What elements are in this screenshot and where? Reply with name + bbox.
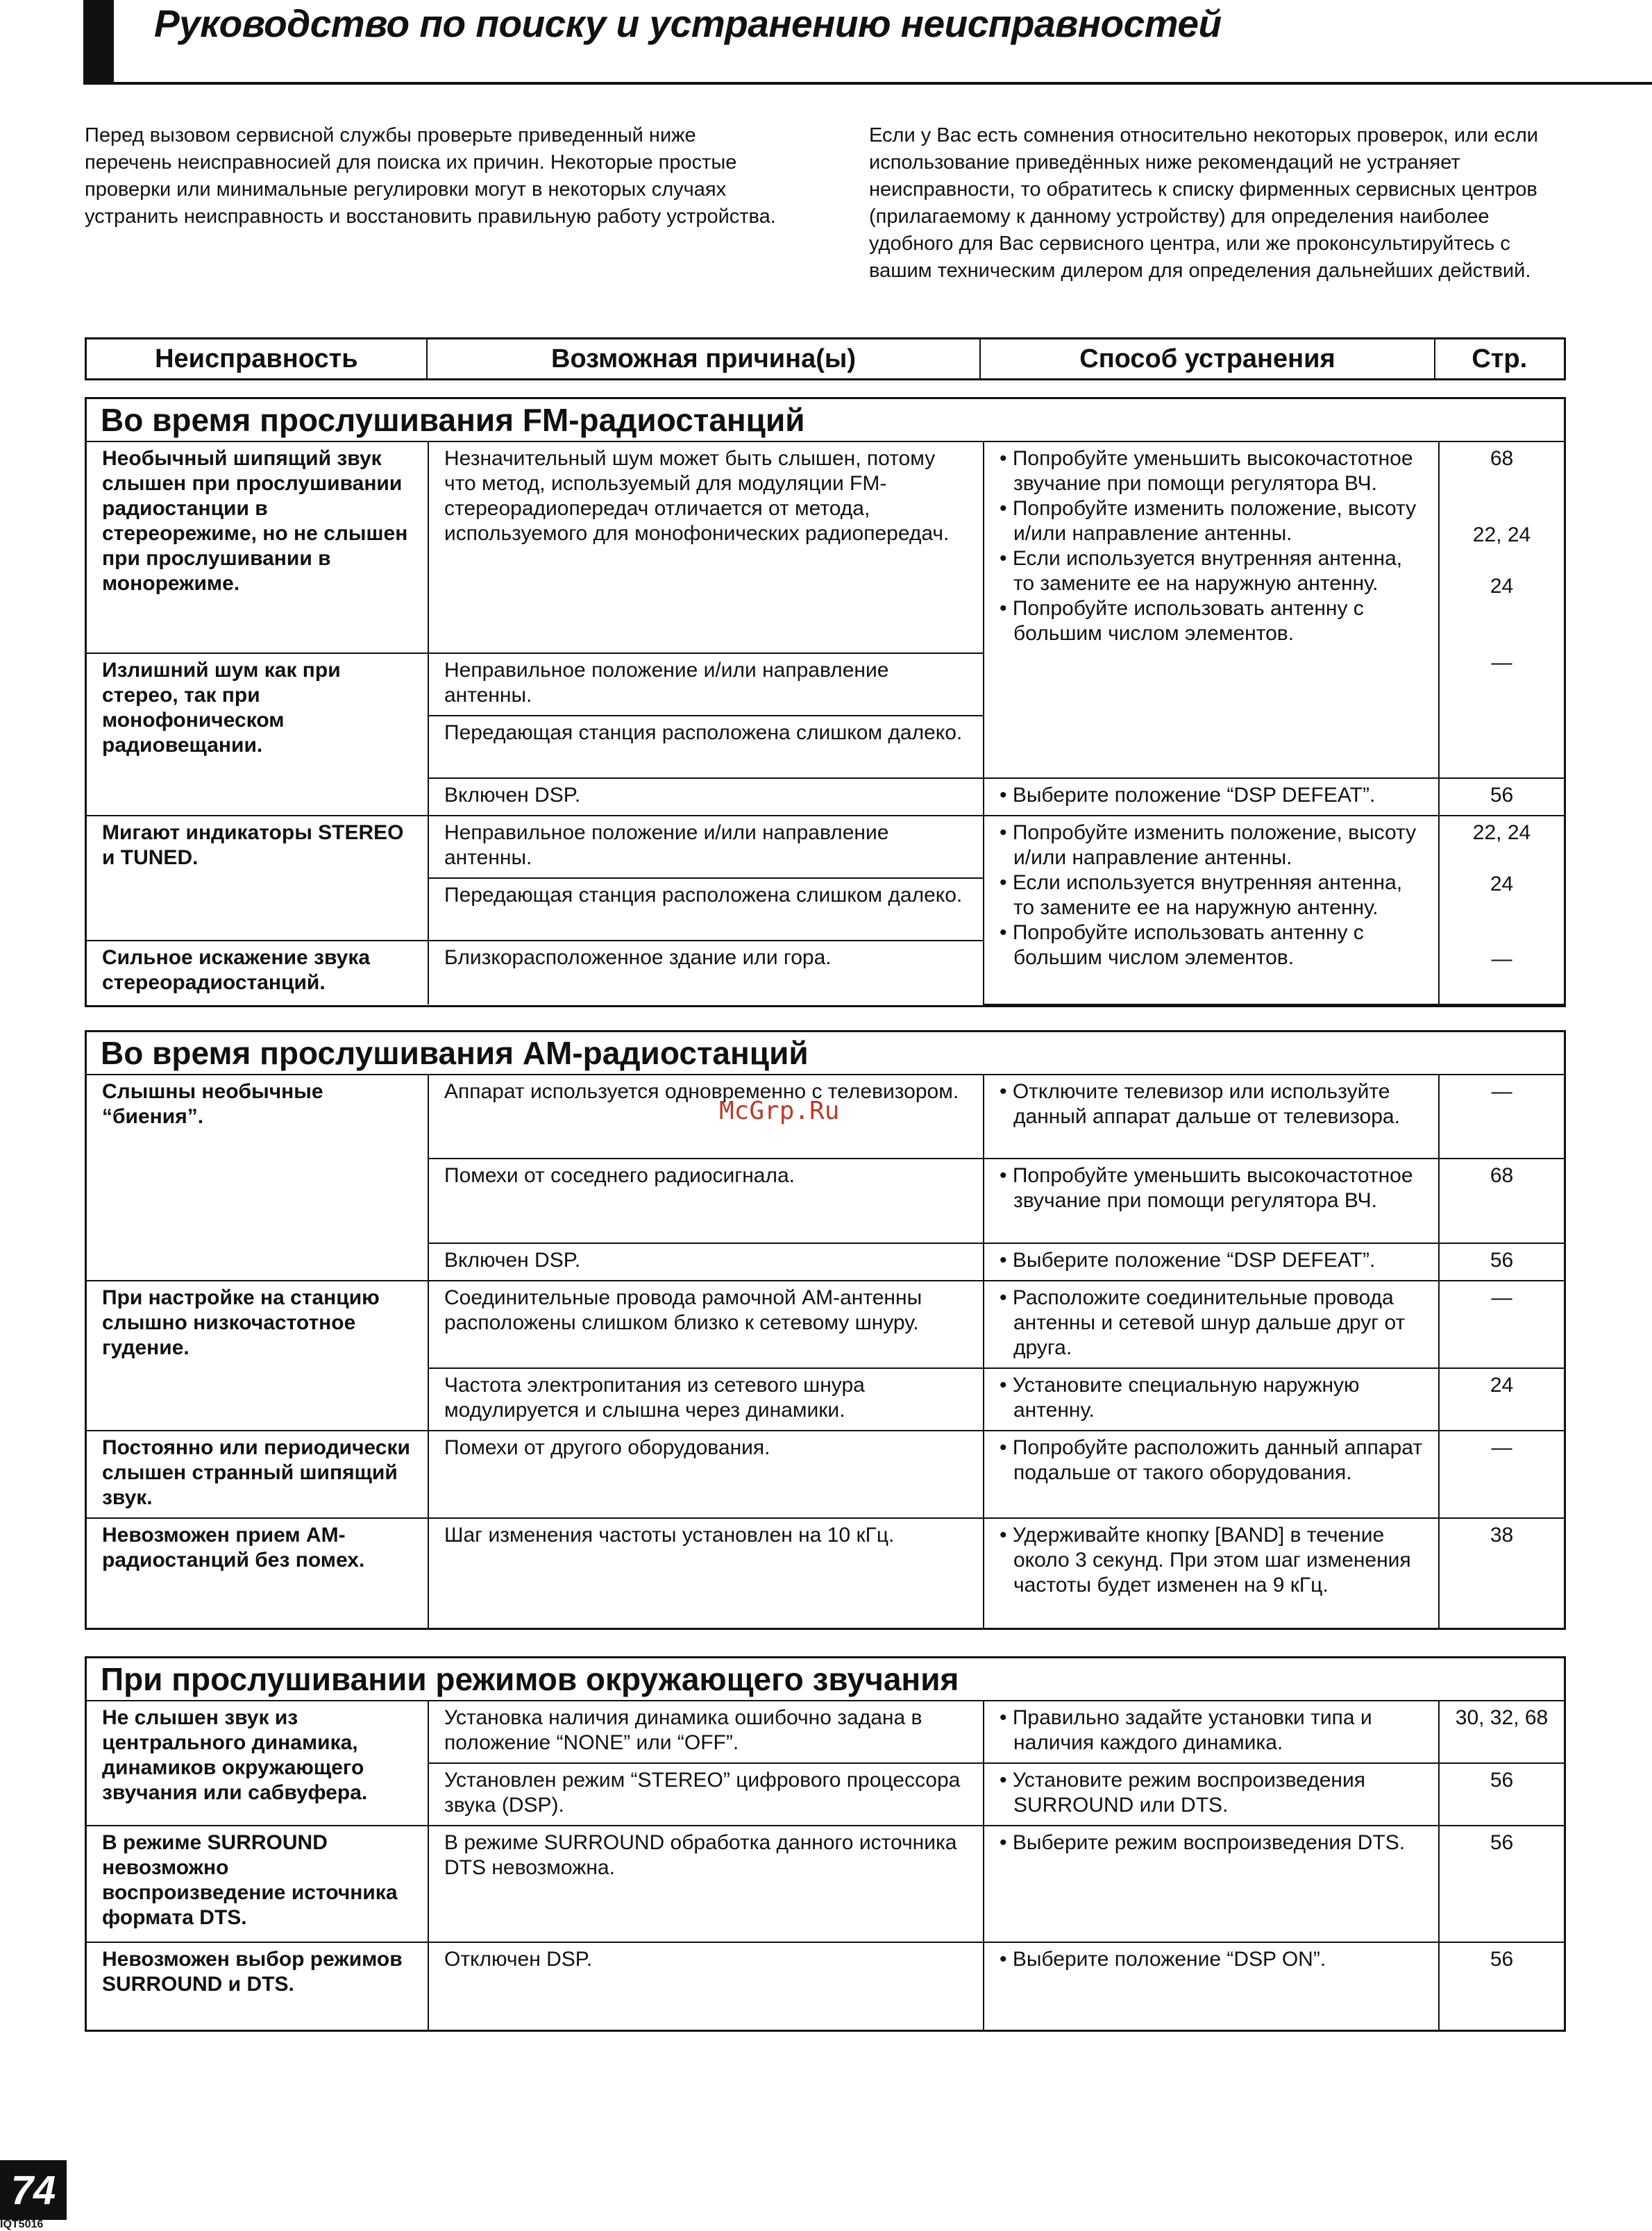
solution-item: • Выберите положение “DSP DEFEAT”. <box>1000 1249 1376 1272</box>
solution-cell <box>984 1281 1439 1368</box>
table-row <box>87 1518 1564 1628</box>
section-fm <box>85 397 1566 1007</box>
am-table <box>87 1075 1564 1628</box>
problem-cell: Не слышен звук из центрального динамика, динамиков окружающего звучания или сабвуфера. <box>87 1701 428 1826</box>
cause-cell: Соединительные провода рамочной AM-антенны расположены слишком близко к сетевому шнуру. <box>428 1281 984 1368</box>
solution-cell <box>984 1518 1439 1628</box>
solution-item: • Попробуйте расположить данный аппарат подальше от такого оборудования. <box>1000 1436 1423 1484</box>
solution-item: • Если используется внутренняя антенна, то замените ее на наружную антенну. <box>1000 871 1403 919</box>
solution-item: • Выберите режим воспроизведения DTS. <box>1000 1831 1406 1854</box>
solution-item: • Выберите положение “DSP ON”. <box>1000 1948 1326 1971</box>
table-row <box>87 816 1564 878</box>
cause-cell: Помехи от другого оборудования. <box>428 1431 984 1518</box>
table-row <box>87 1942 1564 2030</box>
page-ref: — <box>1491 948 1512 970</box>
solution-cell <box>984 1763 1439 1826</box>
problem-cell: Невозможен прием AM-радиостанций без помех. <box>87 1518 428 1628</box>
table-row <box>87 442 1564 653</box>
page-ref: 68 <box>1490 447 1514 470</box>
header-bar <box>83 0 114 85</box>
page-cell: 24 <box>1439 1368 1564 1431</box>
solution-cell <box>984 816 1439 1004</box>
solution-item: • Попробуйте использовать антенну с большим числом элементов. <box>1000 597 1364 645</box>
problem-cell: Необычный шипящий звук слышен при прослушивании радиостанции в стереорежиме, но не слышен при прослушивании в монорежиме. <box>87 442 428 653</box>
column-header <box>85 337 1566 380</box>
problem-cell: Сильное искажение звука стереорадиостанций. <box>87 941 428 1004</box>
problem-cell: Слышны необычные “биения”. <box>87 1075 428 1281</box>
col-page: Стр. <box>1472 344 1528 373</box>
solution-cell <box>984 1431 1439 1518</box>
document-code: IQT5016 <box>0 2219 44 2230</box>
section-title: Во время прослушивания FM-радиостанций <box>87 399 1564 442</box>
page-number: 74 <box>0 2160 67 2220</box>
section-title: При прослушивании режимов окружающего звучания <box>87 1658 1564 1701</box>
solution-cell <box>984 1942 1439 2030</box>
solution-item: • Попробуйте уменьшить высокочастотное звучание при помощи регулятора ВЧ. <box>1000 447 1413 495</box>
page-cell: 56 <box>1439 1243 1564 1281</box>
cause-cell: Аппарат используется одновременно с телевизором. <box>428 1075 984 1159</box>
solution-item: • Правильно задайте установки типа и наличия каждого динамика. <box>1000 1706 1372 1754</box>
page-cell <box>1439 816 1564 1004</box>
page-cell <box>1439 442 1564 778</box>
cause-cell: Неправильное положение и/или направление антенны. <box>428 653 984 716</box>
solution-item: • Попробуйте изменить положение, высоту и/или направление антенны. <box>1000 821 1417 869</box>
table-row <box>87 1281 1564 1368</box>
problem-cell: В режиме SURROUND невозможно воспроизведение источника формата DTS. <box>87 1826 428 1942</box>
page-ref: 22, 24 <box>1472 821 1531 844</box>
watermark: McGrp.Ru <box>719 1097 840 1125</box>
cause-cell: Помехи от соседнего радиосигнала. <box>428 1159 984 1243</box>
surround-table <box>87 1701 1564 2030</box>
page-cell: — <box>1439 1075 1564 1159</box>
page-title: Руководство по поиску и устранению неисправностей <box>154 2 1222 45</box>
page-cell: 56 <box>1439 1826 1564 1942</box>
solution-item: • Отключите телевизор или используйте данный аппарат дальше от телевизора. <box>1000 1080 1400 1128</box>
col-cause: Возможная причина(ы) <box>428 339 981 378</box>
problem-cell: Мигают индикаторы STEREO и TUNED. <box>87 816 428 941</box>
solution-item: • Попробуйте использовать антенну с большим числом элементов. <box>1000 921 1364 969</box>
page-ref: — <box>1491 651 1512 674</box>
cause-cell: Неправильное положение и/или направление антенны. <box>428 816 984 878</box>
solution-item: • Попробуйте уменьшить высокочастотное звучание при помощи регулятора ВЧ. <box>1000 1164 1413 1212</box>
cause-cell: Установка наличия динамика ошибочно задана в положение “NONE” или “OFF”. <box>428 1701 984 1763</box>
cause-cell: Незначительный шум может быть слышен, потому что метод, используемый для модуляции FM-стереорадиопередач отличается от метода, используемого для монофонических радиопередач. <box>428 442 984 653</box>
page-cell: 56 <box>1439 778 1564 816</box>
fm-table <box>87 442 1564 1005</box>
solution-cell <box>984 1701 1439 1763</box>
cause-cell: В режиме SURROUND обработка данного источника DTS невозможна. <box>428 1826 984 1942</box>
intro-left: Перед вызовом сервисной службы проверьте приведенный ниже перечень неисправносией для поиска их причин. Некоторые простые проверки или минимальные регулировки могут в некоторых случаях устранить неисправность и восстановить правильную работу устройства. <box>85 124 776 228</box>
cause-cell: Отключен DSP. <box>428 1942 984 2030</box>
solution-item: • Расположите соединительные провода антенны и сетевой шнур дальше друг от друга. <box>1000 1286 1406 1359</box>
solution-item: • Удерживайте кнопку [BAND] в течение около 3 секунд. При этом шаг изменения частоты будет изменен на 9 кГц. <box>1000 1524 1411 1597</box>
solution-cell <box>984 442 1439 778</box>
problem-cell: При настройке на станцию слышно низкочастотное гудение. <box>87 1281 428 1431</box>
section-surround <box>85 1656 1566 2032</box>
solution-cell <box>984 1826 1439 1942</box>
page-ref: 24 <box>1490 575 1514 598</box>
page-cell: — <box>1439 1431 1564 1518</box>
page-cell: — <box>1439 1281 1564 1368</box>
page-cell: 56 <box>1439 1763 1564 1826</box>
header-rule <box>114 82 1652 85</box>
intro-right: Если у Вас есть сомнения относительно некоторых проверок, или если использование приведённых ниже рекомендаций не устраняет неисправности, то обратитесь к списку фирменных сервисных центров (прилагаемому к данному устройству) для определения наиболее удобного для Вас сервисного центра, или же проконсультируйтесь с вашим техническим дилером для определения дальнейших действий. <box>869 124 1538 282</box>
solution-item: • Если используется внутренняя антенна, то замените ее на наружную антенну. <box>1000 547 1403 595</box>
table-row <box>87 1701 1564 1763</box>
table-row <box>87 1431 1564 1518</box>
solution-cell <box>984 1368 1439 1431</box>
problem-cell: Постоянно или периодически слышен странный шипящий звук. <box>87 1431 428 1518</box>
solution-cell <box>984 1159 1439 1243</box>
cause-cell: Шаг изменения частоты установлен на 10 кГц. <box>428 1518 984 1628</box>
solution-item: • Выберите положение “DSP DEFEAT”. <box>1000 784 1376 807</box>
page-cell: 38 <box>1439 1518 1564 1628</box>
solution-item: • Попробуйте изменить положение, высоту и/или направление антенны. <box>1000 497 1417 545</box>
cause-cell: Включен DSP. <box>428 1243 984 1281</box>
problem-cell: Невозможен выбор режимов SURROUND и DTS. <box>87 1942 428 2030</box>
cause-cell: Установлен режим “STEREO” цифрового процессора звука (DSP). <box>428 1763 984 1826</box>
cause-cell: Передающая станция расположена слишком далеко. <box>428 878 984 941</box>
solution-cell <box>984 1243 1439 1281</box>
solution-cell <box>984 778 1439 816</box>
cause-cell: Включен DSP. <box>428 778 984 816</box>
page-cell: 56 <box>1439 1942 1564 2030</box>
col-problem: Неисправность <box>87 339 428 378</box>
solution-cell <box>984 1075 1439 1159</box>
table-row <box>87 1826 1564 1942</box>
problem-cell: Излишний шум как при стерео, так при монофоническом радиовещании. <box>87 653 428 816</box>
page-cell: 30, 32, 68 <box>1439 1701 1564 1763</box>
page-ref: 22, 24 <box>1472 523 1531 546</box>
cause-cell: Частота электропитания из сетевого шнура модулируется и слышна через динамики. <box>428 1368 984 1431</box>
cause-cell: Близкорасположенное здание или гора. <box>428 941 984 1004</box>
section-title: Во время прослушивания AM-радиостанций <box>87 1032 1564 1075</box>
solution-item: • Установите специальную наружную антенну. <box>1000 1374 1360 1422</box>
col-solution: Способ устранения <box>981 339 1435 378</box>
page-ref: 24 <box>1490 873 1514 895</box>
solution-item: • Установите режим воспроизведения SURROUND или DTS. <box>1000 1769 1365 1817</box>
cause-cell: Передающая станция расположена слишком далеко. <box>428 716 984 778</box>
page-cell: 68 <box>1439 1159 1564 1243</box>
